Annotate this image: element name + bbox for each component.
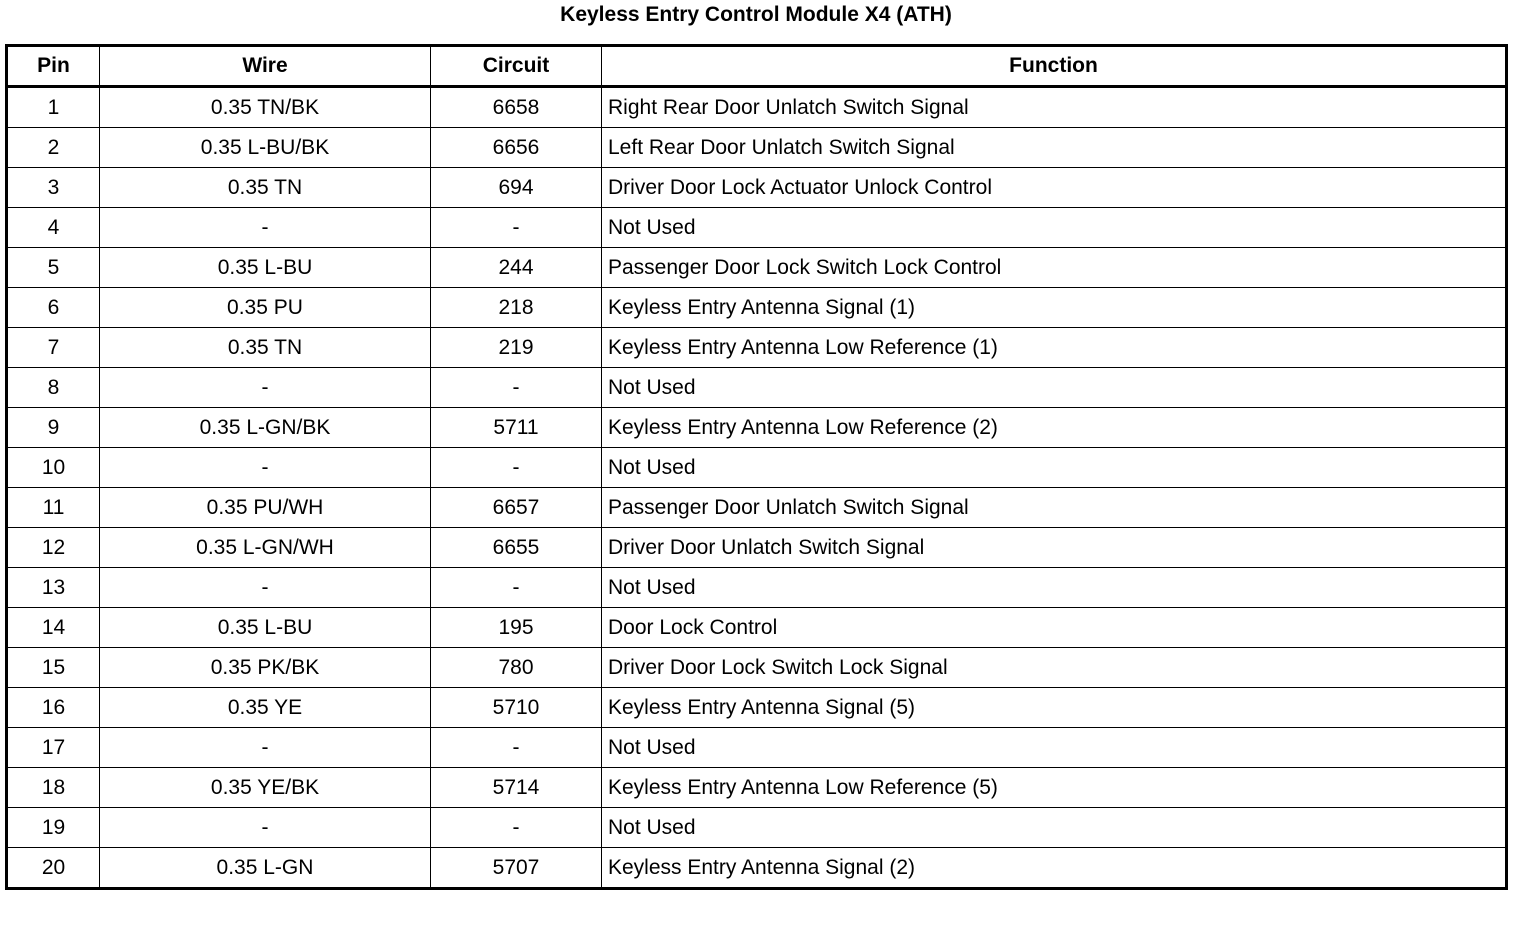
wire-cell: - (100, 368, 431, 408)
table-row (7, 568, 1507, 608)
circuit-cell: 219 (431, 328, 602, 368)
wire-cell: - (100, 568, 431, 608)
function-cell: Not Used (602, 808, 1507, 848)
circuit-cell: 5707 (431, 848, 602, 889)
pin-cell: 6 (7, 288, 100, 328)
wire-cell: 0.35 PU (100, 288, 431, 328)
table-row (7, 368, 1507, 408)
circuit-cell: 6657 (431, 488, 602, 528)
function-cell: Not Used (602, 568, 1507, 608)
circuit-cell: - (431, 208, 602, 248)
pin-cell: 19 (7, 808, 100, 848)
wire-cell: 0.35 L-BU (100, 608, 431, 648)
table-row (7, 408, 1507, 448)
table-body (7, 87, 1507, 889)
column-header-circuit: Circuit (431, 46, 602, 87)
table-row (7, 128, 1507, 168)
function-cell: Keyless Entry Antenna Signal (2) (602, 848, 1507, 889)
wire-cell: 0.35 PK/BK (100, 648, 431, 688)
wire-cell: - (100, 808, 431, 848)
wire-cell: - (100, 728, 431, 768)
pin-cell: 12 (7, 528, 100, 568)
pin-cell: 9 (7, 408, 100, 448)
function-cell: Keyless Entry Antenna Signal (5) (602, 688, 1507, 728)
circuit-cell: - (431, 808, 602, 848)
function-cell: Driver Door Lock Actuator Unlock Control (602, 168, 1507, 208)
function-cell: Not Used (602, 208, 1507, 248)
table-row (7, 87, 1507, 128)
pin-cell: 11 (7, 488, 100, 528)
pin-cell: 18 (7, 768, 100, 808)
pin-cell: 1 (7, 87, 100, 128)
circuit-cell: 5711 (431, 408, 602, 448)
table-row (7, 608, 1507, 648)
pin-cell: 2 (7, 128, 100, 168)
function-cell: Right Rear Door Unlatch Switch Signal (602, 87, 1507, 128)
table-row (7, 168, 1507, 208)
circuit-cell: 780 (431, 648, 602, 688)
pin-cell: 17 (7, 728, 100, 768)
table-header-row (7, 46, 1507, 87)
wire-cell: 0.35 L-GN/WH (100, 528, 431, 568)
function-cell: Left Rear Door Unlatch Switch Signal (602, 128, 1507, 168)
wire-cell: 0.35 YE (100, 688, 431, 728)
circuit-cell: 195 (431, 608, 602, 648)
circuit-cell: - (431, 568, 602, 608)
table-row (7, 808, 1507, 848)
table-row (7, 688, 1507, 728)
circuit-cell: 6656 (431, 128, 602, 168)
pin-cell: 4 (7, 208, 100, 248)
table-row (7, 448, 1507, 488)
table-row (7, 328, 1507, 368)
function-cell: Driver Door Unlatch Switch Signal (602, 528, 1507, 568)
function-cell: Keyless Entry Antenna Low Reference (1) (602, 328, 1507, 368)
wire-cell: 0.35 PU/WH (100, 488, 431, 528)
connector-pinout-table (5, 44, 1508, 890)
pin-cell: 3 (7, 168, 100, 208)
pin-cell: 20 (7, 848, 100, 889)
table-row (7, 208, 1507, 248)
column-header-function: Function (602, 46, 1507, 87)
circuit-cell: 6655 (431, 528, 602, 568)
circuit-cell: 244 (431, 248, 602, 288)
function-cell: Keyless Entry Antenna Signal (1) (602, 288, 1507, 328)
function-cell: Not Used (602, 368, 1507, 408)
wire-cell: 0.35 TN (100, 168, 431, 208)
function-cell: Door Lock Control (602, 608, 1507, 648)
function-cell: Keyless Entry Antenna Low Reference (5) (602, 768, 1507, 808)
pin-cell: 16 (7, 688, 100, 728)
table-row (7, 248, 1507, 288)
function-cell: Driver Door Lock Switch Lock Signal (602, 648, 1507, 688)
pin-cell: 15 (7, 648, 100, 688)
function-cell: Not Used (602, 728, 1507, 768)
pin-cell: 10 (7, 448, 100, 488)
column-header-pin: Pin (7, 46, 100, 87)
function-cell: Passenger Door Unlatch Switch Signal (602, 488, 1507, 528)
table-row (7, 768, 1507, 808)
page-title: Keyless Entry Control Module X4 (ATH) (560, 3, 952, 26)
wire-cell: 0.35 TN/BK (100, 87, 431, 128)
pin-cell: 14 (7, 608, 100, 648)
wire-cell: 0.35 L-BU/BK (100, 128, 431, 168)
circuit-cell: - (431, 368, 602, 408)
table-row (7, 488, 1507, 528)
wire-cell: 0.35 L-GN/BK (100, 408, 431, 448)
wire-cell: 0.35 L-GN (100, 848, 431, 889)
function-cell: Not Used (602, 448, 1507, 488)
wire-cell: 0.35 L-BU (100, 248, 431, 288)
wire-cell: - (100, 448, 431, 488)
function-cell: Keyless Entry Antenna Low Reference (2) (602, 408, 1507, 448)
wire-cell: 0.35 TN (100, 328, 431, 368)
table-row (7, 288, 1507, 328)
circuit-cell: 5714 (431, 768, 602, 808)
circuit-cell: 694 (431, 168, 602, 208)
pin-cell: 7 (7, 328, 100, 368)
table-row (7, 528, 1507, 568)
table-row (7, 848, 1507, 889)
wire-cell: - (100, 208, 431, 248)
pin-cell: 8 (7, 368, 100, 408)
circuit-cell: 6658 (431, 87, 602, 128)
function-cell: Passenger Door Lock Switch Lock Control (602, 248, 1507, 288)
column-header-wire: Wire (100, 46, 431, 87)
circuit-cell: - (431, 448, 602, 488)
table-row (7, 728, 1507, 768)
pin-cell: 13 (7, 568, 100, 608)
pin-cell: 5 (7, 248, 100, 288)
circuit-cell: - (431, 728, 602, 768)
circuit-cell: 5710 (431, 688, 602, 728)
circuit-cell: 218 (431, 288, 602, 328)
wire-cell: 0.35 YE/BK (100, 768, 431, 808)
table-row (7, 648, 1507, 688)
